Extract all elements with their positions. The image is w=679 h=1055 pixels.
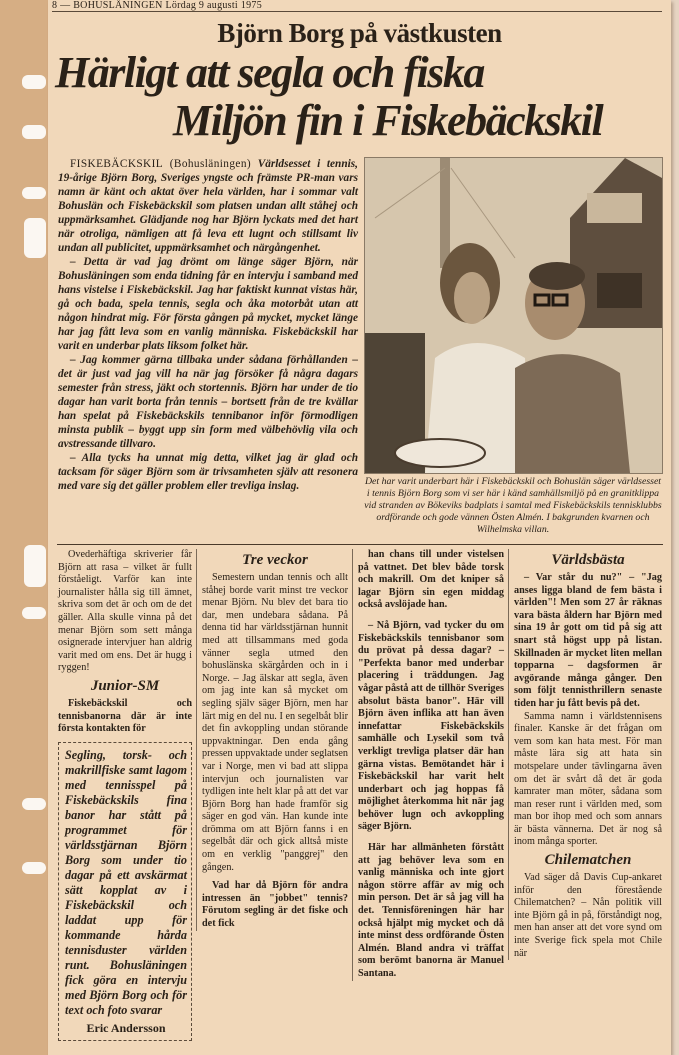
lower-columns [58, 549, 662, 1041]
punch-hole [24, 218, 46, 258]
column-2 [196, 549, 352, 931]
punch-hole [22, 607, 46, 619]
punch-hole [22, 862, 46, 874]
body-paragraph: Samma namn i världstennisens finaler. Kanske är det frågan om vem som kan hata mest. För man måste lära sig att hata sin motspelare under tävlingarna även om det är svårt då det är goda kamrater man möter, sådana som man reser runt i världen med, som man bor ihop med och som annars är bästa vännerna. Det är nog så inom många sporter. [514, 710, 662, 848]
punch-hole [22, 125, 46, 139]
body-paragraph: Semestern undan tennis och allt ståhej borde varit minst tre veckor menar Björn. Nu blev det bara tio dar, men undebara sådana. På denna tid har världsstjärnan hunnit med att tillsammans med goda vänner segla utmed den bohuslänska skärgården och in i Norge. – Jag älskar att segla, även om jag inte kan så mycket om segling själv säger Björn, men har lärt mig en del nu. I en segelbåt blir det fin avkoppling undan störande uppvaktningar. Den enda gång pressen uppvaktade under seglatsen var i Norge, men vi bad att slippa intervjun och journalisten var tydligen inte helt klar på att det var Björn Borg han hade framför sig säger en god vän. Han kunde inte drömma om att Björn fanns i en segelbåt där och gick alltså miste om en verklig "panggrej" den gången. [202, 572, 348, 873]
body-paragraph: han chans till under vistelsen på vattnet. Det blev både torsk och makrill. Om det kniper så lagar Björn sin egen middag också avslöjade han. [358, 549, 504, 611]
lead-paragraph: – Detta är vad jag drömt om länge säger Björn, när Bohusläningen som enda tidning får en intervju i samband med hans vistelse i Fiskebäckskil. Jag har faktiskt kunnat vistas här, gå och bada, spela tennis, segla och åka motorbåt utan att någon hindrat mig. För första gången på mycket, mycket länge har jag fått leva som en vanlig människa. Fiskebäckskil har varit en underbar plats liksom folket här. [58, 256, 358, 352]
headline-line-2: Miljön fin i Fiskebäckskil [173, 96, 603, 145]
newspaper-clipping [48, 0, 671, 1055]
subheading-tre-veckor: Tre veckor [242, 552, 308, 568]
punch-hole [22, 187, 46, 199]
binder-margin [0, 0, 49, 1055]
lead-paragraph [58, 157, 358, 255]
kicker-headline: Björn Borg på västkusten [217, 18, 502, 48]
info-box-text: Segling, torsk- och makrillfiske samt lagom med tennisspel på Fiskebäckskils fina banor har stått på programmet för världsstjärnan Björn Borg som under tio dagar på ett avskärmat sätt kopplat av i Fiskebäckskil och laddat upp för kommande hårda tennisduster världen runt. Bohusläningen fick göra en intervju med Björn Borg och för text och foto svarar [65, 747, 187, 1017]
body-paragraph: Här har allmänheten förstått att jag behöver leva som en vanlig människa och inte gjort någon större affär av mig och min person. Det är så jag vill ha det. Tennisföreningen här har också hjälpt mig mycket och då inte minst dess ordförande Östen Almén. Bland andra vi träffat som berömt banorna är Manuel Santana. [358, 842, 504, 979]
body-paragraph: – Var står du nu?" – "Jag anses ligga bland de fem bästa i världen"! Men som 27 år räknas vara bästa åldern har Björn med sina 19 år gott om tid på sig att snart stå högst upp på listan. Skillnaden är mycket liten mellan topparna – dagsformen är avgörande många gånger. Den som följt tennisthrillern senaste tiden har ju fått bevis på det. [514, 572, 662, 709]
dateline: FISKEBÄCKSKIL (Bohusläningen) [70, 158, 252, 170]
column-3 [352, 549, 508, 981]
masthead: 8 — BOHUSLÄNINGEN Lördag 9 augusti 1975 [52, 0, 662, 12]
lead-article [58, 157, 358, 536]
punch-hole [24, 545, 46, 587]
headline-line-1: Härligt att segla och fiska [55, 48, 484, 97]
body-paragraph: Vad säger då Davis Cup-ankaret inför den förestående Chilematchen? – Nån politik vill inte Björn gå in på, förståndigt nog, men han anser att det vore synd om inte Sverige fick spela mot Chile när [514, 872, 662, 959]
punch-hole [22, 798, 46, 810]
lead-text: Världsesset i tennis, 19-årige Björn Borg, Sveriges yngste och främste PR-man vars namn är känt och aktat över hela världen, har i sommar valt Bohuslän och Fiskebäckskil som platsen undan allt ståhej och uppmärksamhet. Glädjande nog har Björn lyckats med det hart när otroliga, nämligen att få leva ett lugnt och stillsamt liv undan all publicitet, uppmärksamhet och närgångenhet. [58, 158, 358, 254]
byline: Eric Andersson [86, 1020, 166, 1035]
subheading-chilematchen: Chilematchen [544, 852, 632, 869]
scan-edge [671, 0, 679, 1055]
photo-block [364, 157, 662, 536]
body-paragraph: Ovederhäftiga skriverier får Björn att rasa – vilket är fullt förståeligt. Varför kan inte journalister hålla sig till ämnet, skriva som det är och om de det gäller. Alla skulle vinna på det menar Björn som sett många osignerade intervjuer han aldrig varit med om ens. Det är hugg i ryggen! [58, 549, 192, 674]
subheading-varldsbasta: Världsbästa [551, 552, 625, 568]
punch-hole [22, 75, 46, 89]
body-paragraph: – Nå Björn, vad tycker du om Fiskebäckskils tennisbanor som du prövat på dessa dagar? – "Perfekta banor med underbar placering i träddungen. Jag vågar påstå att de tillhör Sveriges absolut bästa banor". Här vill Björn även inflika att han även innefattar Fiskebäckskils samhälle och Lysekil som två verkligt trevliga platser där han gärna vistas. Bemötandet här i Fiskebäckskil har varit helt underbart och jag hoppas få möjlighet återkomma hit när jag behöver lugn och avkoppling säger Björn. [358, 619, 504, 833]
photo-illustration [365, 158, 662, 473]
column-1 [58, 549, 196, 1041]
body-paragraph: Vad har då Björn för andra intressen än "jobbet" tennis? Förutom segling är det fiske och det fick [202, 880, 348, 930]
subheading-junior-sm: Junior-SM [90, 677, 160, 694]
lead-paragraph: – Alla tycks ha unnat mig detta, vilket jag är glad och tacksam för säger Björn som är trivsamheten själv att resonera med vare sig det gäller problem eller trevliga inslag. [58, 452, 358, 492]
photo-caption: Det har varit underbart här i Fiskebäckskil och Bohuslän säger världsesset i tennis Björn Borg som vi ser här i känd samhällsmiljö på en granitklippa vid stranden av Bökeviks badplats i samtal med Fiskebäckskils tennisklubbs ordförande och gode vännen Östen Almén. I bakgrunden kvarnen och Wilhelmska villan. [364, 476, 662, 535]
body-paragraph: Fiskebäckskil och tennisbanorna där är inte första kontakten för [58, 697, 192, 735]
news-photo [364, 157, 663, 474]
top-section [58, 157, 662, 536]
lead-paragraph: – Jag kommer gärna tillbaka under sådana förhållanden – det är just vad jag vill ha när jag försöker få några dagars semester från stress, jäkt och stortennis. Björn har under de tio dagar han varit borta från tennis – bortsett från de tre kvällar han spelat på Fiskebäckskils tennibanor inför förmodligen minsta publik – byggt upp sin form med välbehövlig vila och avstressande tillvaro. [58, 354, 358, 450]
column-4 [508, 549, 662, 960]
section-divider [57, 544, 663, 545]
info-box [58, 742, 192, 1041]
